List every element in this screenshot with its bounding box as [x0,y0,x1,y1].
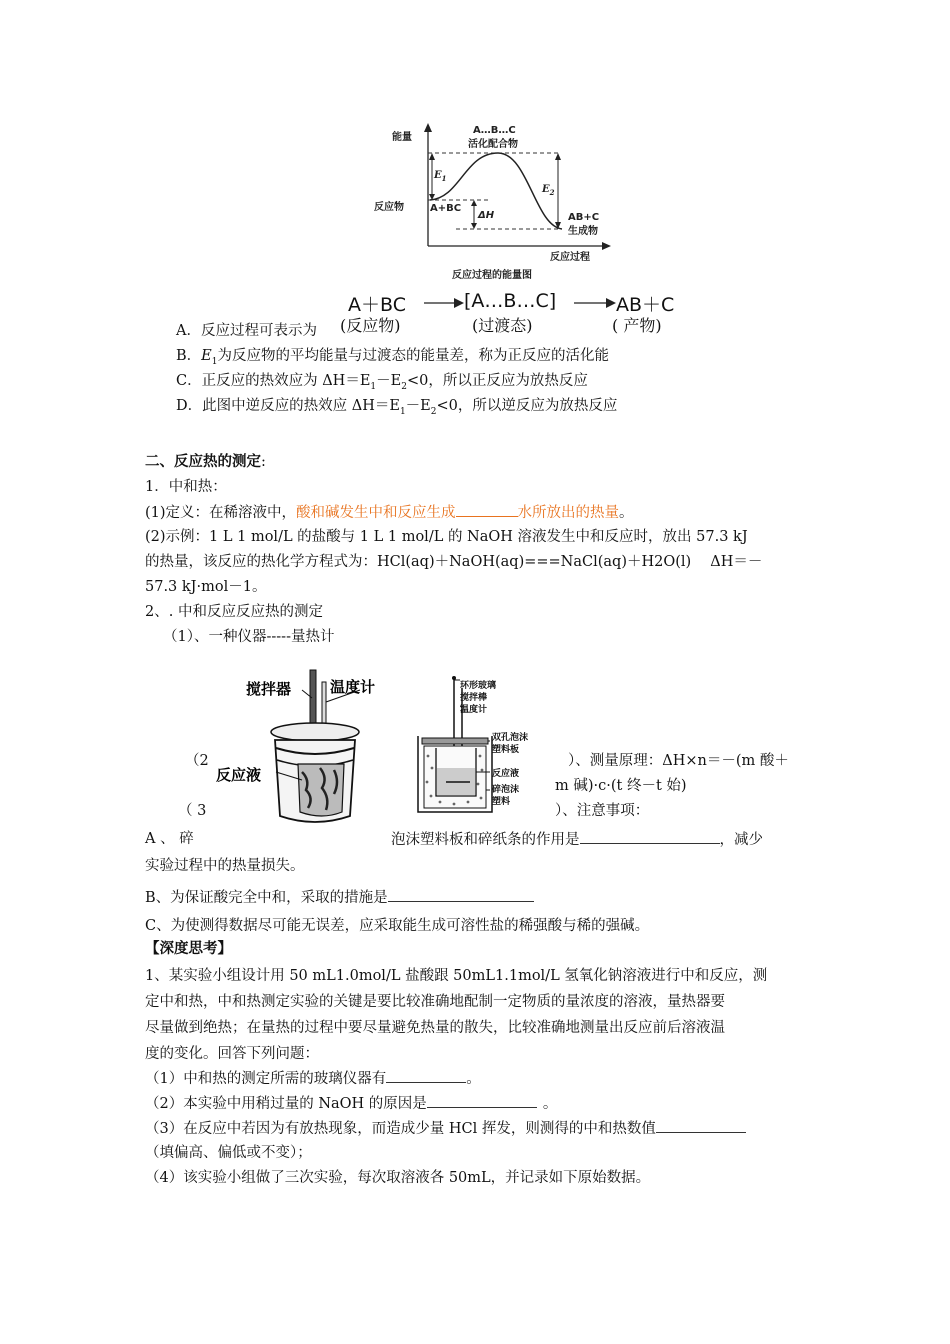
section2-item2: 2、. 中和反应反应热的测定 [145,604,323,620]
energy-diagram [370,118,620,283]
x-axis-label: 反应过程 [550,252,590,263]
note-b: B、为保证酸完全中和，采取的措施是 [145,887,534,908]
label-thermometer: 温度计 [460,705,488,715]
reactant-formula: A+BC [430,203,462,214]
product-formula: AB+C [568,212,600,223]
option-d: D．此图中逆反应的热效应 $\Delta H=E_1-E_2<0$，所以逆反应为放热反应 [176,398,618,417]
principle-right: ）、测量原理：ΔH×n＝－(m 酸＋ [568,753,789,769]
definition-line: (1)定义：在稀溶液中，酸和碱发生中和反应生成 水所放出的热量。 [145,502,634,523]
deep-thinking-heading: 【深度思考】 [145,940,232,957]
scheme-product: AB＋C [616,294,675,316]
solution-label: 反应液 [216,766,262,784]
note-a-right: 泡沫塑料板和碎纸条的作用是 ，减少 [391,829,763,850]
option-c: C．正反应的热效应为 $\Delta H=E_1-E_2<0$，所以正反应为放热反应 [176,373,588,392]
y-axis-label: 能量 [392,132,412,143]
note-c: C、为使测得数据尽可能无误差，应采取能生成可溶性盐的稀强酸与稀的强碱。 [145,918,650,934]
sub-question-1: （1）中和热的测定所需的玻璃仪器有 。 [145,1068,481,1089]
delta-h-label: ΔH [478,210,495,221]
sub-question-4: （4）该实验小组做了三次实验，每次取溶液各 50mL，并记录如下原始数据。 [145,1170,651,1186]
label-stirring-rod-1: 环形玻璃 [460,681,497,691]
sub-question-3-line-2: （填偏高、偏低或不变）； [145,1145,312,1161]
label-foam-board-2: 塑料板 [492,745,520,755]
scheme-arrow-2 [574,296,616,310]
chart-caption: 反应过程的能量图 [452,270,532,281]
scheme-arrow-1 [424,296,464,310]
question-1-line-1: 1、某实验小组设计用 50 mL1.0mol/L 盐酸跟 50mL1.1mol/L 氢氧化钠溶液进行中和反应，测 [145,968,768,984]
question-1-line-2: 定中和热，中和热测定实验的关键是要比较准确地配制一定物质的量浓度的溶液，量热器要 [145,994,725,1010]
label-foam-board-1: 双孔泡沫 [492,733,529,743]
question-1-line-4: 度的变化。回答下列问题： [145,1046,319,1062]
label-stirring-rod-2: 搅拌棒 [460,693,488,703]
label-foam-pieces-1: 碎泡沫 [492,785,520,795]
calorimeter-photo [210,668,390,828]
option-b: B．$E_1$为反应物的平均能量与过渡态的能量差，称为正反应的活化能 [176,348,609,367]
scheme-reactant: A＋BC [348,294,406,316]
instrument-line: （1）、一种仪器-----量热计 [163,629,335,645]
transition-name-label: 活化配合物 [468,139,518,150]
section2-heading: 二、反应热的测定: [145,453,266,470]
transition-state-label: A…B…C [473,125,516,136]
label-foam-pieces-2: 塑料 [492,797,511,807]
e1-label: $E_1$ [434,170,447,183]
section2-item1: 1．中和热： [145,479,227,495]
scheme-product-note: ( 产物) [612,316,662,335]
note-a-left: A 、 碎 [145,831,194,847]
option-a: A．反应过程可表示为 [176,323,317,339]
scheme-transition: [A…B…C] [464,290,557,312]
example-line-2: 的热量，该反应的热化学方程式为：HCl(aq)＋NaOH(aq)===NaCl(aq)＋H2O(l) ΔH＝－ [145,554,763,570]
stirrer-label: 搅拌器 [246,680,292,698]
sub-question-3: （3）在反应中若因为有放热现象，而造成少量 HCl 挥发，则测得的中和热数值 [145,1118,746,1139]
calorimeter-diagram [410,672,560,822]
principle-right-2: m 碱)·c·(t 终－t 始) [555,778,687,794]
principle-left: （2 [185,753,209,769]
reactant-label: 反应物 [374,202,404,213]
question-1-line-3: 尽量做到绝热；在量热的过程中要尽量避免热量的散失，比较准确地测量出反应前后溶液温 [145,1020,725,1036]
sub-question-2: （2）本实验中用稍过量的 NaOH 的原因是 。 [145,1093,557,1114]
notes-right: ）、注意事项： [555,803,650,819]
scheme-reactant-note: (反应物) [340,316,401,335]
example-line-1: (2)示例：1 L 1 mol/L 的盐酸与 1 L 1 mol/L 的 NaOH 溶液发生中和反应时，放出 57.3 kJ [145,529,748,545]
note-a-line2: 实验过程中的热量损失。 [145,858,305,874]
notes-left: （ 3 [178,803,207,819]
example-line-3: 57.3 kJ·mol－1。 [145,579,267,595]
e2-label: $E_2$ [542,184,555,197]
label-solution: 反应液 [492,769,520,779]
product-label: 生成物 [568,226,598,237]
thermometer-label: 温度计 [330,678,376,696]
scheme-transition-note: (过渡态) [472,316,533,335]
